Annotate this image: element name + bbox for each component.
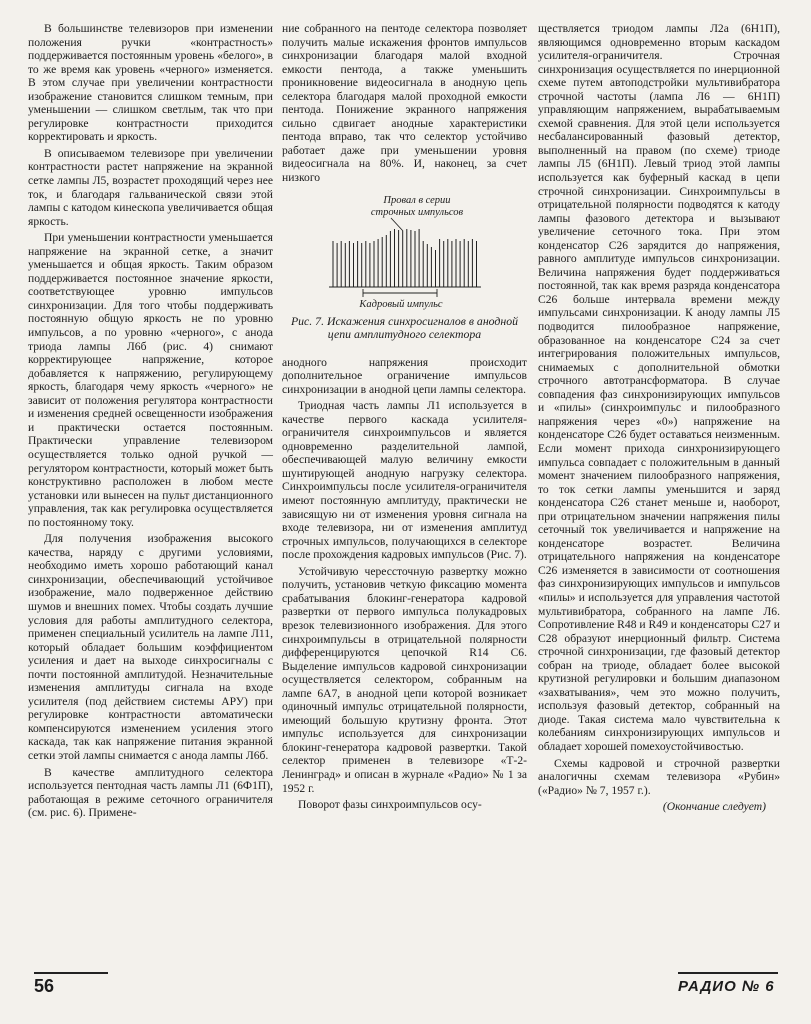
sync-pulse-diagram (325, 193, 485, 311)
paragraph: Для получения изображения высокого качества, наряду с другими условиями, необходимо иметь хорошо работающий канал синхронизации, обеспечивающий устойчивое изображение, мало подверженное действию шумов и внешних помех. Чтобы создать лучшие условия для работы амплитудного селектора, применен специальный усилитель на лампе Л11, который обладает большим коэффициентом усиления и дает на выходе синхросигналы с почти постоянной амплитудой. Незначительные изменения амплитуды сигнала на входе усилителя (под действием системы АРУ) при регулировке контрастности автоматически компенсируются изменением усиления этого каскада, так как напряжение питания экранной сетки этой лампы снимается с анода лампы Л6б. (28, 532, 273, 762)
column-left (28, 22, 273, 823)
column-right (538, 22, 780, 817)
footer-rule-left (34, 972, 108, 974)
paragraph: В большинстве телевизоров при изменении положения ручки «контрастность» поддерживается постоянным уровень «белого», в то же время как уровень «черного» изменяется. В этом случае при увеличении контрастности изображение становится слишком темным, при уменьшении — слишком светлым, так что при регулировке контрастности приходится корректировать и яркость. (28, 22, 273, 144)
paragraph: В качестве амплитудного селектора используется пентодная часть лампы Л1 (6Ф1П), работающая в режиме сеточного ограничителя (см. рис. 6). Примене- (28, 765, 273, 820)
journal-name: РАДИО № 6 (678, 978, 775, 995)
continued-note: (Окончание следует) (662, 800, 766, 814)
figure-label-gap: Провал в серии (382, 194, 451, 206)
page-footer (0, 970, 811, 1010)
footer-rule-right (678, 972, 778, 974)
paragraph: Триодная часть лампы Л1 используется в качестве первого каскада усилителя-ограничителя синхроимпульсов и является одновременно разделительной лампой, обеспечивающей малую величину емкости шунтирующей анодную нагрузку селектора. Синхроимпульсы после усилителя-ограничителя имеют постоянную амплитуду, практически не зависящую ни от изменения уровня сигнала на входе телевизора, ни от изменения амплитуд строчных импульсов, получающихся в селекторе после прохождения кадровых импульсов (Рис. 7). (282, 399, 527, 562)
figure-7 (282, 193, 527, 342)
figure-caption: Рис. 7. Искажения синхросигналов в анодной цепи амплитудного селектора (290, 313, 519, 342)
figure-pulses (333, 229, 477, 287)
paragraph: В описываемом телевизоре при увеличении контрастности растет напряжение на экранной сетке лампы Л5, возрастет проходящий через нее ток, и благодаря гальванической связи этой лампы с катодом кинескопа увеличивается общая яркость. (28, 146, 273, 228)
paragraph: Схемы кадровой и строчной развертки аналогичны схемам телевизора «Рубин» («Радио» № 7, 1957 г.). (538, 756, 780, 797)
paragraph: анодного напряжения происходит дополнительное ограничение импульсов синхронизации в анодной цепи лампы селектора. (282, 355, 527, 396)
figure-pointer-line (391, 218, 403, 231)
figure-label-frame-pulse: Кадровый импульс (358, 298, 443, 310)
page-number: 56 (34, 976, 55, 996)
figure-label-gap-2: строчных импульсов (370, 206, 463, 218)
column-middle (282, 22, 527, 815)
paragraph: ние собранного на пентоде селектора позволяет получить малые искажения фронтов импульсов синхронизации благодаря малой входной емкости пентода, а также уменьшить проникновение видеосигнала в анодную цепь селектора благодаря малой проходной емкости пентода. Понижение экранного напряжения сильно сдвигает анодные характеристики пентода вправо, так что селектор устойчиво работает даже при уменьшении уровня видеосигнала на 80%. И, наконец, за счет низкого (282, 22, 527, 185)
paragraph: ществляется триодом лампы Л2а (6Н1П), являющимся одновременно вторым каскадом усилителя-ограничителя. Строчная синхронизация осуществляется по инерционной схеме путем автоподстройки мультивибратора строчной частоты (лампа Л6 — 6Н1П) управляющим напряжением, вырабатываемым схемой сравнения. Для этой цели используется несбалансированный фазовый детектор, выполненный на правом (по схеме) триоде лампы Л5 (6Н1П). Левый триод этой лампы используется как буферный каскад в цепи строчной синхронизации. Синхроимпульсы в отрицательной полярности подводятся к катоду лампы фазового детектора и вызывают увеличение сеточного тока. При этом конденсатор C26 зарядится до напряжения, равного амплитуде импульсов синхронизации. Величина напряжения будет поддерживаться постоянной, так как время разряда конденсатора C26 больше интервала времени между импульсами синхронизации. К аноду лампы Л5 подводится пилообразное напряжение, образованное на конденсаторе C24 за счет интегрирования положительных импульсов, снимаемых с дополнительной обмотки строчного автотрансформатора. В случае совпадения фаз синхронизирующих импульсов и «пилы» (синхроимпульс и пилообразного напряжения через «0») напряжение на конденсаторе C26 будет оставаться неизменным. Если момент прихода синхронизирующего импульса совпадает с положительным в данный момент значением пилообразного напряжения, то ток сетки лампы уменьшится и заряд конденсатора C26 станет меньше и, наоборот, при отрицательном значении напряжения пилы сеточный ток увеличивается и напряжение на конденсаторе возрастет. Величина отрицательного напряжения на конденсаторе C26 изменяется в зависимости от соотношения фаз синхронизирующих импульсов и импульсов «пилы» и используется для управления частотой мультивибратора, собранного на лампе Л6. Сопротивление R48 и R49 и конденсаторы C27 и C28 образуют инерционный фильтр. Система строчной синхронизации, где фазовый детектор собран на триоде, обладает более высокой крутизной регулировки и большим диапазоном «захватывания», чем это можно получить, используя фазовый детектор, собранный на диоде. Такая система мало чувствительна к колебаниям синхронизирующих импульсов и обладает хорошей помехоустойчивостью. (538, 22, 780, 753)
paragraph: Устойчивую черессточную развертку можно получить, установив четкую фиксацию момента срабатывания блокинг-генератора кадровой развертки от первого импульса полукадровых врезок телевизионного изображения. Для этого синхроимпульсы в отрицательной полярности дифференцируются цепочкой R14 C6. Выделение импульсов кадровой синхронизации осуществляется селектором, собранным на лампе 6А7, в анодной цепи которой возникает одиночный импульс отрицательной полярности, имеющий большую крутизну фронта. Этот импульс используется для синхронизации блокинг-генератора кадровой развертки. Такой селектор применен в телевизоре «Т-2-Ленинград» и описан в журнале «Радио» № 1 за 1952 г. (282, 564, 527, 795)
paragraph: При уменьшении контрастности уменьшается напряжение на экранной сетке, а значит уменьшается и общая яркость. Таким образом поддерживается постоянное значение яркости, соответствующее уровню импульсов синхронизации. Для того чтобы поддерживать постоянную общую яркость не по уровню импульсов, а по уровню «черного», с анода триода лампы Л6б (рис. 4) снимают корректирующее напряжение, которое добавляется к напряжению, регулирующему яркость, благодаря чему яркость «черного» не зависит от положения регулятора контрастности и изменения средней освещенности изображения и практически остается постоянным. Практически управление телевизором осуществляется только одной ручкой — регулятором контрастности, который может быть конструктивно расположен в любом месте установки или вынесен на пульт дистанционного управления, так как регулировка осуществляется по постоянному току. (28, 231, 273, 529)
paragraph: Поворот фазы синхроимпульсов осу- (298, 798, 482, 812)
